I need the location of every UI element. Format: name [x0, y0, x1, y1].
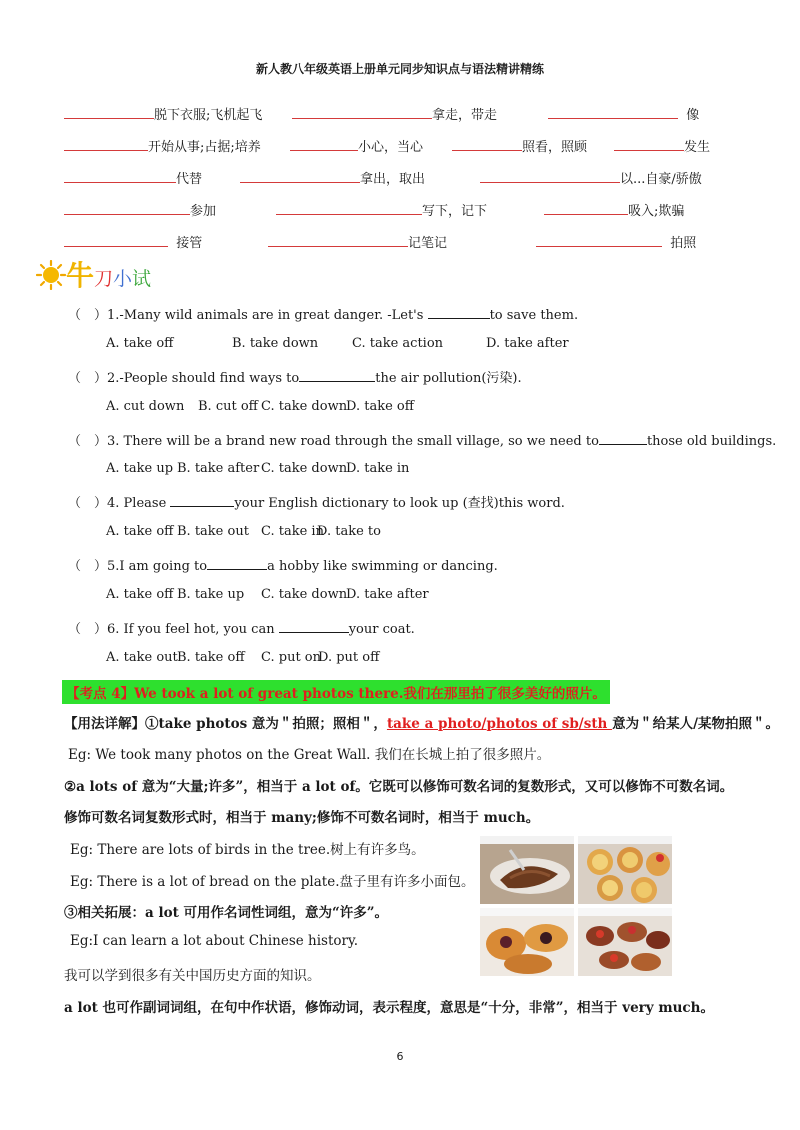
- answer-paren[interactable]: （ ）: [68, 308, 108, 323]
- answer-blank[interactable]: [268, 232, 408, 247]
- answer-blank[interactable]: [279, 619, 349, 633]
- answer-blank[interactable]: [599, 431, 647, 445]
- vocab-item: [544, 200, 684, 219]
- title-char: 刀: [94, 268, 114, 290]
- vocab-meaning: 照看，照顾: [522, 140, 588, 155]
- option[interactable]: B. take off: [177, 650, 245, 665]
- answer-blank[interactable]: [536, 232, 662, 247]
- question-text: your coat.: [348, 622, 415, 637]
- options-2: [106, 399, 414, 414]
- answer-blank[interactable]: [299, 368, 375, 382]
- question-6: [68, 618, 415, 637]
- options-4: [106, 524, 381, 539]
- vocab-meaning: 代替: [176, 172, 203, 187]
- question-2: [68, 367, 522, 386]
- option[interactable]: C. take down: [261, 587, 348, 602]
- answer-blank[interactable]: [276, 200, 422, 215]
- answer-blank[interactable]: [64, 200, 190, 215]
- vocab-item: [240, 168, 425, 187]
- photo-tarts: [578, 836, 672, 904]
- photo-croissant: [480, 836, 574, 904]
- vocab-item: [548, 104, 699, 123]
- answer-blank[interactable]: [207, 556, 267, 570]
- answer-blank[interactable]: [64, 232, 168, 247]
- usage-text: 意为＂给某人/某物拍照＂。: [612, 716, 780, 732]
- page-header: 新人教八年级英语上册单元同步知识点与语法精讲精练: [255, 62, 544, 76]
- answer-blank[interactable]: [64, 168, 176, 183]
- question-1: [68, 304, 578, 323]
- option[interactable]: C. take down: [261, 399, 348, 414]
- note-4: a lot 也可作副词词组，在句中作状语，修饰动词，表示程度，意思是“十分，非常”，相当于 very much。: [64, 1000, 714, 1016]
- answer-blank[interactable]: [290, 136, 358, 151]
- vocab-row-1: [64, 104, 262, 123]
- option[interactable]: A. cut down: [106, 399, 185, 414]
- vocab-meaning: 脱下衣服;飞机起飞: [154, 108, 263, 123]
- option[interactable]: A. take up: [106, 461, 174, 476]
- vocab-item: [614, 136, 710, 155]
- answer-blank[interactable]: [452, 136, 522, 151]
- option[interactable]: D. take after: [486, 336, 569, 351]
- example-4-translation: 我可以学到很多有关中国历史方面的知识。: [64, 968, 321, 984]
- option[interactable]: C. take action: [352, 336, 444, 351]
- vocab-meaning: 拍照: [670, 236, 697, 251]
- example-3: Eg: There is a lot of bread on the plate.盘子里有许多小面包。: [70, 874, 475, 890]
- vocab-item: [480, 168, 702, 187]
- vocab-meaning: 写下，记下: [422, 204, 488, 219]
- answer-paren[interactable]: （ ）: [68, 434, 108, 449]
- answer-blank[interactable]: [544, 200, 628, 215]
- options-1: [106, 336, 569, 351]
- options-5: [106, 587, 429, 602]
- note-2a: ②a lots of 意为“大量;许多”，相当于 a lot of。它既可以修饰可数名词的复数形式，又可以修饰不可数名词。: [64, 779, 734, 795]
- answer-blank[interactable]: [170, 493, 234, 507]
- options-3: [106, 461, 409, 476]
- example-4: Eg:I can learn a lot about Chinese history.: [70, 933, 359, 949]
- question-text: 3. There will be a brand new road through the small village, so we need to: [107, 434, 599, 449]
- question-text: 2.-People should find ways to: [107, 371, 300, 386]
- vocab-row-5: [64, 232, 202, 251]
- option[interactable]: D. put off: [318, 650, 380, 665]
- vocab-meaning: 小心，当心: [358, 140, 424, 155]
- vocab-meaning: 吸入;欺骗: [628, 204, 685, 219]
- note-3: ③相关拓展：a lot 可用作名词性词组，意为“许多”。: [64, 905, 389, 921]
- title-char: 小: [113, 268, 133, 290]
- question-text: 6. If you feel hot, you can: [107, 622, 279, 637]
- page-number: 6: [396, 1050, 404, 1063]
- question-4: [68, 492, 565, 511]
- option[interactable]: C. put on: [261, 650, 321, 665]
- pastry-photos-image: [480, 836, 672, 976]
- answer-blank[interactable]: [292, 104, 432, 119]
- answer-paren[interactable]: （ ）: [68, 622, 108, 637]
- question-text: 1.-Many wild animals are in great danger. -Let's: [107, 308, 428, 323]
- vocab-item: [268, 232, 447, 251]
- vocab-item: [536, 232, 696, 251]
- vocab-item: [452, 136, 587, 155]
- vocab-meaning: 参加: [190, 204, 217, 219]
- usage-text: 【用法详解】①take photos 意为＂拍照；照相＂，: [64, 716, 387, 732]
- vocab-meaning: 像: [686, 108, 700, 123]
- photo-danish: [480, 908, 574, 976]
- answer-blank[interactable]: [240, 168, 360, 183]
- option[interactable]: C. take down: [261, 461, 348, 476]
- question-text: the air pollution(污染).: [375, 371, 522, 386]
- usage-highlight: take a photo/photos of sb/sth: [386, 716, 613, 732]
- question-text: your English dictionary to look up (查找)this word.: [234, 496, 565, 511]
- vocab-meaning: 开始从事;占据;培养: [148, 140, 261, 155]
- answer-blank[interactable]: [428, 305, 490, 319]
- option[interactable]: A. take off: [106, 336, 174, 351]
- option[interactable]: B. take up: [177, 587, 245, 602]
- vocab-row-3: [64, 168, 202, 187]
- vocab-row-2: [64, 136, 261, 155]
- question-text: a hobby like swimming or dancing.: [267, 559, 498, 574]
- example-2: Eg: There are lots of birds in the tree.树上有许多鸟。: [70, 842, 425, 858]
- note-2b: 修饰可数名词复数形式时，相当于 many;修饰不可数名词时，相当于 much。: [64, 810, 540, 826]
- vocab-meaning: 接管: [176, 236, 203, 251]
- answer-blank[interactable]: [480, 168, 620, 183]
- answer-blank[interactable]: [548, 104, 678, 119]
- answer-paren[interactable]: （ ）: [68, 496, 108, 511]
- sun-icon: [36, 260, 66, 290]
- question-text: 4. Please: [107, 496, 171, 511]
- option[interactable]: D. take in: [346, 461, 410, 476]
- vocab-meaning: 拿出，取出: [360, 172, 426, 187]
- question-text: 5.I am going to: [107, 559, 208, 574]
- vocab-item: [290, 136, 423, 155]
- option[interactable]: B. cut off: [198, 399, 258, 414]
- vocab-meaning: 拿走，带走: [432, 108, 498, 123]
- option[interactable]: D. take off: [346, 399, 414, 414]
- option[interactable]: A. take out: [106, 650, 178, 665]
- question-5: [68, 555, 498, 574]
- vocab-item: [276, 200, 487, 219]
- option[interactable]: A. take off: [106, 524, 174, 539]
- option[interactable]: B. take out: [177, 524, 249, 539]
- option[interactable]: D. take after: [346, 587, 429, 602]
- question-text: to save them.: [489, 308, 579, 323]
- vocab-row-4: [64, 200, 216, 219]
- answer-blank[interactable]: [64, 136, 148, 151]
- option[interactable]: C. take in: [261, 524, 324, 539]
- point-heading: 【考点 4】We took a lot of great photos there.我们在那里拍了很多美好的照片。: [62, 680, 610, 704]
- option[interactable]: D. take to: [317, 524, 381, 539]
- option[interactable]: B. take after: [177, 461, 260, 476]
- answer-paren[interactable]: （ ）: [68, 559, 108, 574]
- photo-pastries: [578, 908, 672, 976]
- answer-blank[interactable]: [614, 136, 684, 151]
- vocab-meaning: 记笔记: [408, 236, 448, 251]
- options-6: [106, 650, 379, 665]
- vocab-meaning: 发生: [684, 140, 711, 155]
- question-3: [68, 430, 776, 449]
- question-text: those old buildings.: [646, 434, 777, 449]
- vocab-item: [292, 104, 497, 123]
- answer-blank[interactable]: [64, 104, 154, 119]
- usage-line: [64, 712, 779, 732]
- title-char: 试: [132, 268, 152, 290]
- answer-paren[interactable]: （ ）: [68, 371, 108, 386]
- vocab-meaning: 以...自豪/骄傲: [620, 172, 702, 187]
- title-char: 牛: [66, 259, 95, 292]
- option[interactable]: A. take off: [106, 587, 174, 602]
- example-1: Eg: We took many photos on the Great Wall. 我们在长城上拍了很多照片。: [68, 747, 551, 763]
- option[interactable]: B. take down: [232, 336, 319, 351]
